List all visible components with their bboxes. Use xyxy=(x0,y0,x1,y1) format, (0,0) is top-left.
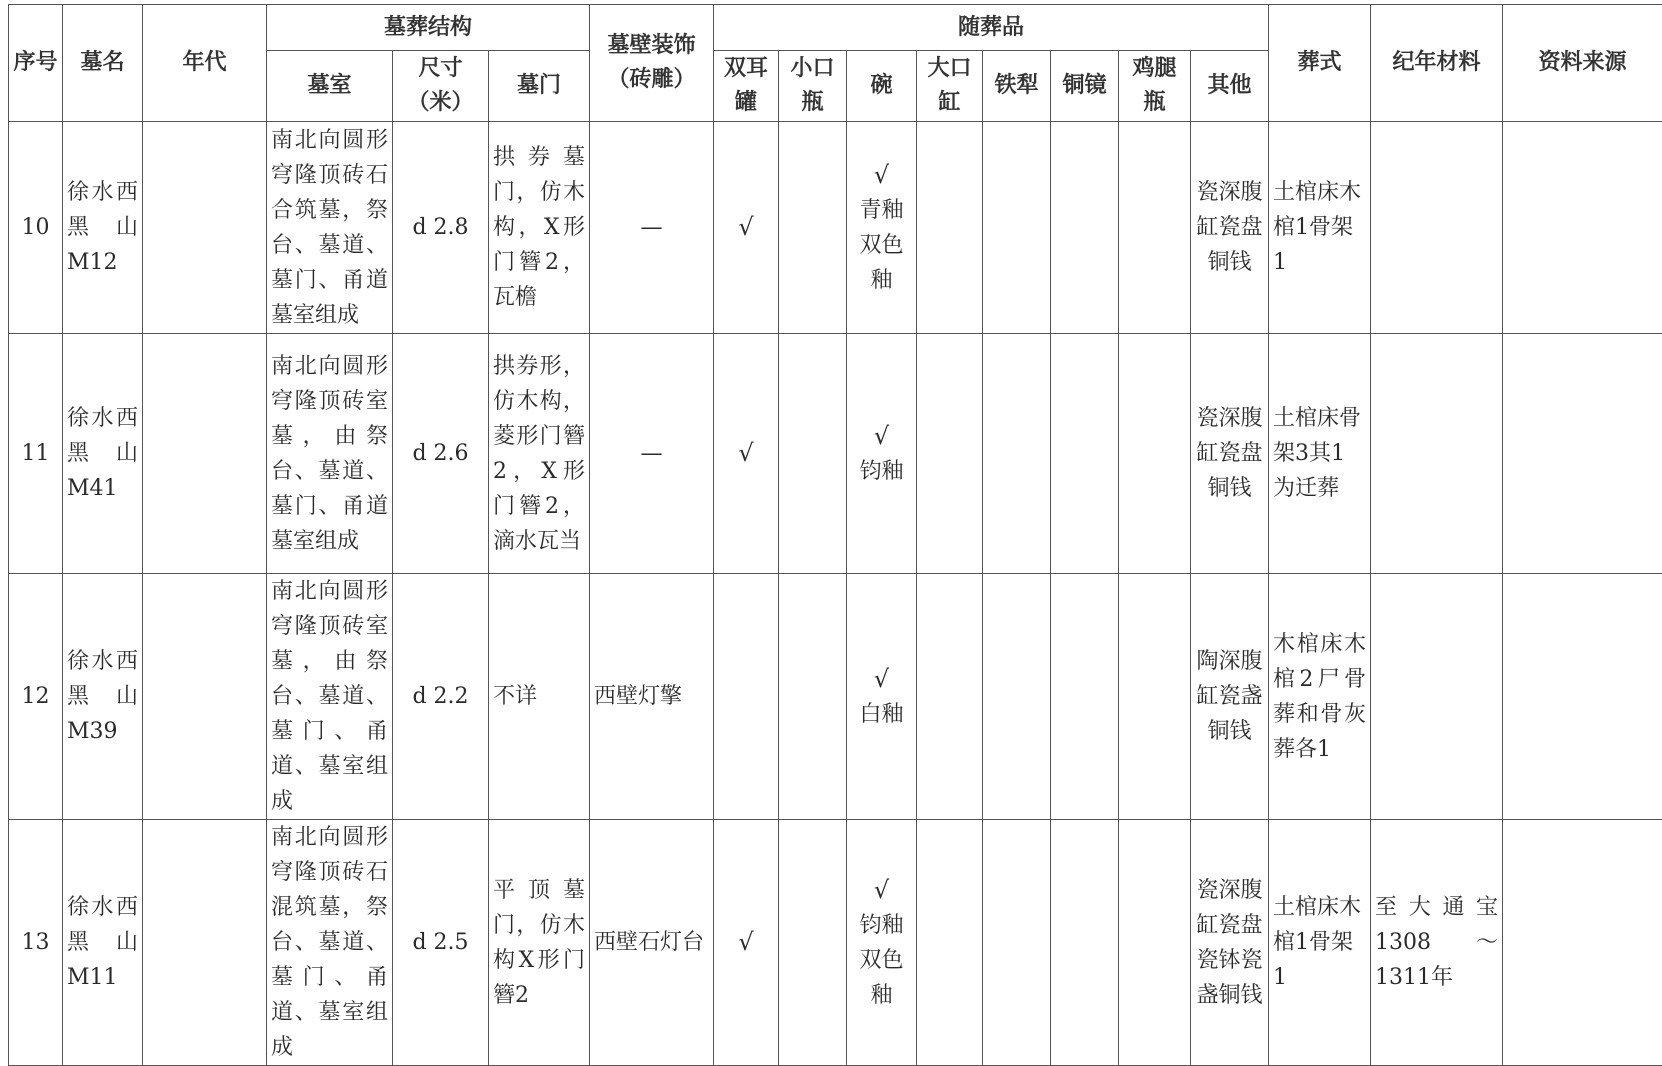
cell-other: 瓷深腹缸瓷盘铜钱 xyxy=(1191,122,1269,334)
cell-other: 瓷深腹缸瓷盘铜钱 xyxy=(1191,334,1269,574)
cell-name: 徐水西黑山M41 xyxy=(63,334,143,574)
table-row xyxy=(9,574,1662,820)
bowl-note: 钧釉双色釉 xyxy=(851,908,912,1013)
header-size: 尺寸（米） xyxy=(393,51,489,122)
cell-other: 瓷深腹缸瓷盘瓷钵瓷盏铜钱 xyxy=(1191,820,1269,1066)
cell-dating-material xyxy=(1371,574,1503,820)
cell-bronze-mirror xyxy=(1051,820,1119,1066)
header-structure-group: 墓葬结构 xyxy=(267,5,590,51)
cell-big-mouth-vat xyxy=(917,122,983,334)
bowl-check-mark: √ xyxy=(851,662,912,697)
cell-burial-style: 木棺床木棺2尸骨葬和骨灰葬各1 xyxy=(1269,574,1371,820)
header-wall-decor: 墓壁装饰（砖雕） xyxy=(590,5,714,122)
cell-era xyxy=(143,334,267,574)
header-dating-material: 纪年材料 xyxy=(1371,5,1503,122)
cell-wall-decor: — xyxy=(590,334,714,574)
table-row xyxy=(9,820,1662,1066)
header-row-1 xyxy=(9,5,1662,51)
cell-era xyxy=(143,574,267,820)
cell-bronze-mirror xyxy=(1051,122,1119,334)
header-index: 序号 xyxy=(9,5,63,122)
cell-index: 11 xyxy=(9,334,63,574)
cell-door: 不详 xyxy=(489,574,590,820)
bowl-check-mark: √ xyxy=(851,419,912,454)
header-bronze-mirror: 铜镜 xyxy=(1051,51,1119,122)
header-small-mouth-bottle: 小口瓶 xyxy=(779,51,847,122)
cell-size: d 2.2 xyxy=(393,574,489,820)
cell-door: 拱券墓门，仿木构，X形门簪2，瓦檐 xyxy=(489,122,590,334)
cell-burial-style: 土棺床木棺1骨架1 xyxy=(1269,122,1371,334)
header-chicken-leg-bottle: 鸡腿瓶 xyxy=(1119,51,1191,122)
cell-chamber: 南北向圆形穹隆顶砖室墓，由祭台、墓道、墓门、甬道、墓室组成 xyxy=(267,574,393,820)
cell-size: d 2.6 xyxy=(393,334,489,574)
cell-iron-plough xyxy=(983,574,1051,820)
cell-index: 13 xyxy=(9,820,63,1066)
bowl-note: 钧釉 xyxy=(851,454,912,489)
cell-bowl xyxy=(847,574,917,820)
cell-chicken-leg-bottle xyxy=(1119,122,1191,334)
cell-iron-plough xyxy=(983,334,1051,574)
cell-source xyxy=(1503,334,1662,574)
bowl-check-mark: √ xyxy=(851,158,912,193)
header-source: 资料来源 xyxy=(1503,5,1662,122)
cell-era xyxy=(143,122,267,334)
cell-wall-decor: 西壁石灯台 xyxy=(590,820,714,1066)
cell-door: 拱券形，仿木构，菱形门簪2，X形门簪2，滴水瓦当 xyxy=(489,334,590,574)
table-row xyxy=(9,334,1662,574)
cell-chicken-leg-bottle xyxy=(1119,334,1191,574)
cell-bronze-mirror xyxy=(1051,334,1119,574)
cell-bowl xyxy=(847,820,917,1066)
header-big-mouth-vat: 大口缸 xyxy=(917,51,983,122)
cell-wall-decor: — xyxy=(590,122,714,334)
tomb-table xyxy=(8,4,1662,1066)
cell-double-ear-jar: √ xyxy=(714,820,779,1066)
header-bowl: 碗 xyxy=(847,51,917,122)
cell-name: 徐水西黑山M12 xyxy=(63,122,143,334)
header-goods-group: 随葬品 xyxy=(714,5,1269,51)
cell-small-mouth-bottle xyxy=(779,574,847,820)
cell-size: d 2.8 xyxy=(393,122,489,334)
cell-iron-plough xyxy=(983,122,1051,334)
header-name: 墓名 xyxy=(63,5,143,122)
bowl-note: 白釉 xyxy=(851,697,912,732)
table-row xyxy=(9,122,1662,334)
cell-name: 徐水西黑山M11 xyxy=(63,820,143,1066)
cell-burial-style: 土棺床骨架3其1为迁葬 xyxy=(1269,334,1371,574)
header-iron-plough: 铁犁 xyxy=(983,51,1051,122)
cell-index: 10 xyxy=(9,122,63,334)
cell-other: 陶深腹缸瓷盏铜钱 xyxy=(1191,574,1269,820)
cell-source xyxy=(1503,820,1662,1066)
header-door: 墓门 xyxy=(489,51,590,122)
cell-small-mouth-bottle xyxy=(779,122,847,334)
cell-bowl xyxy=(847,122,917,334)
cell-name: 徐水西黑山M39 xyxy=(63,574,143,820)
bowl-check-mark: √ xyxy=(851,873,912,908)
cell-burial-style: 土棺床木棺1骨架1 xyxy=(1269,820,1371,1066)
cell-big-mouth-vat xyxy=(917,334,983,574)
cell-chamber: 南北向圆形穹隆顶砖室墓，由祭台、墓道、墓门、甬道墓室组成 xyxy=(267,334,393,574)
cell-small-mouth-bottle xyxy=(779,820,847,1066)
header-double-ear-jar: 双耳罐 xyxy=(714,51,779,122)
cell-dating-material xyxy=(1371,334,1503,574)
cell-bronze-mirror xyxy=(1051,574,1119,820)
header-chamber: 墓室 xyxy=(267,51,393,122)
cell-era xyxy=(143,820,267,1066)
cell-wall-decor: 西壁灯擎 xyxy=(590,574,714,820)
cell-chamber: 南北向圆形穹隆顶砖石合筑墓，祭台、墓道、墓门、甬道墓室组成 xyxy=(267,122,393,334)
cell-chicken-leg-bottle xyxy=(1119,574,1191,820)
cell-chamber: 南北向圆形穹隆顶砖石混筑墓，祭台、墓道、墓门、甬道、墓室组成 xyxy=(267,820,393,1066)
cell-big-mouth-vat xyxy=(917,820,983,1066)
header-era: 年代 xyxy=(143,5,267,122)
cell-small-mouth-bottle xyxy=(779,334,847,574)
cell-double-ear-jar xyxy=(714,574,779,820)
cell-chicken-leg-bottle xyxy=(1119,820,1191,1066)
cell-double-ear-jar: √ xyxy=(714,334,779,574)
cell-big-mouth-vat xyxy=(917,574,983,820)
cell-dating-material xyxy=(1371,122,1503,334)
bowl-note: 青釉双色釉 xyxy=(851,193,912,298)
cell-door: 平顶墓门，仿木构X形门簪2 xyxy=(489,820,590,1066)
cell-source xyxy=(1503,122,1662,334)
cell-index: 12 xyxy=(9,574,63,820)
cell-bowl xyxy=(847,334,917,574)
header-other: 其他 xyxy=(1191,51,1269,122)
cell-source xyxy=(1503,574,1662,820)
cell-dating-material: 至大通宝1308～1311年 xyxy=(1371,820,1503,1066)
cell-iron-plough xyxy=(983,820,1051,1066)
cell-size: d 2.5 xyxy=(393,820,489,1066)
header-burial-style: 葬式 xyxy=(1269,5,1371,122)
cell-double-ear-jar: √ xyxy=(714,122,779,334)
